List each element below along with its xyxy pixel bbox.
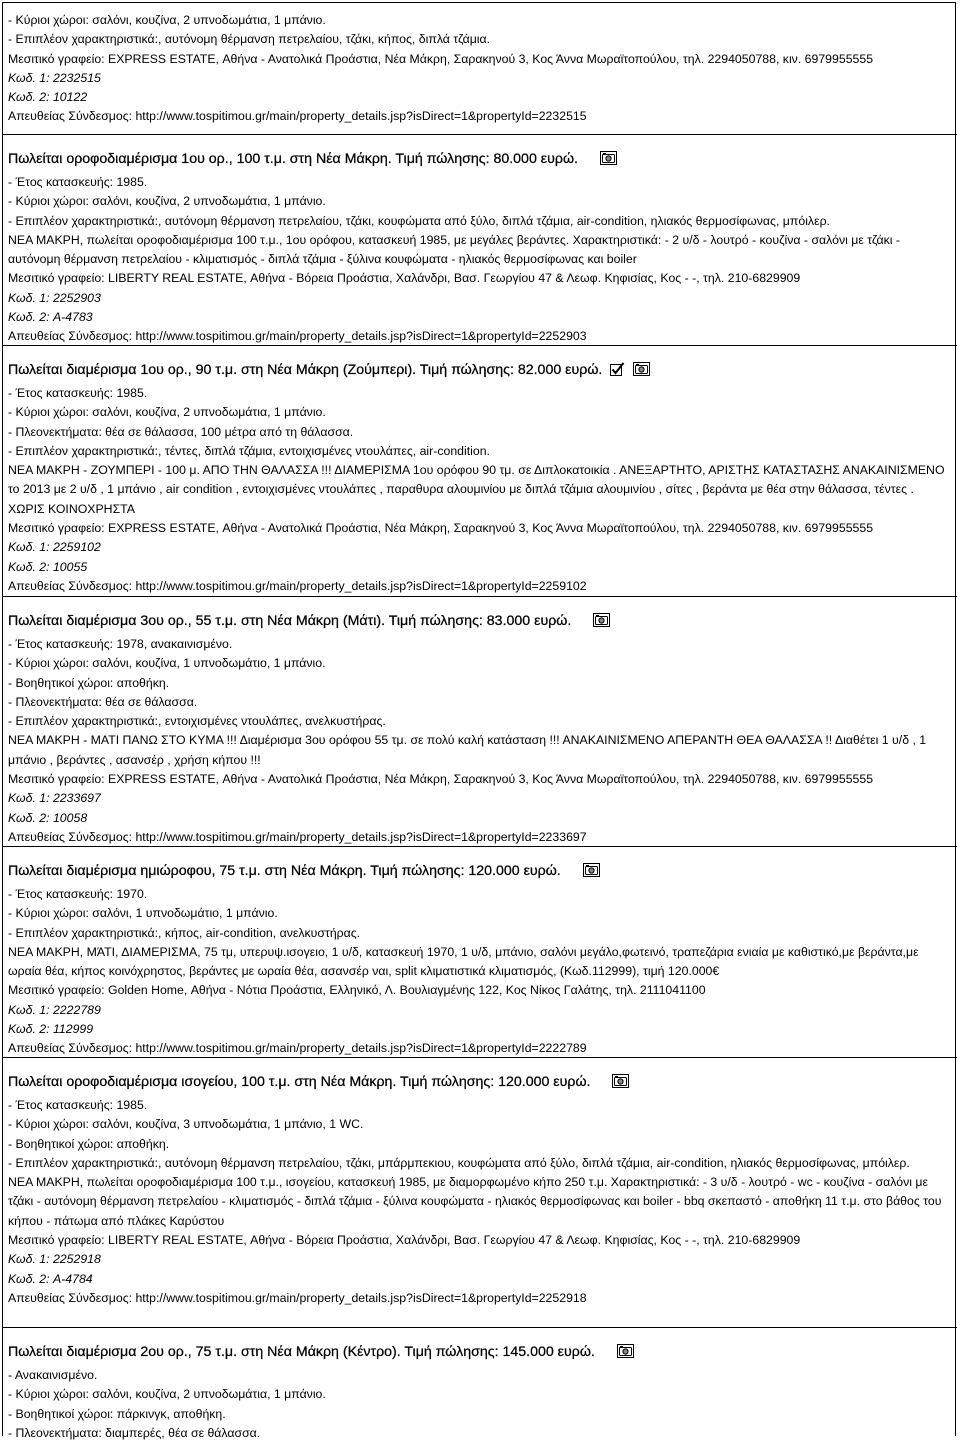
listing-title-text: Πωλείται διαμέρισμα 1ου ορ., 90 τ.μ. στη Νέα Μάκρη (Ζούμπερι). Τιμή πώλησης: 82.000 ευρώ. bbox=[8, 362, 603, 378]
listing-code-2: Κωδ. 2: A-4783 bbox=[8, 310, 93, 325]
camera-icon[interactable] bbox=[583, 863, 600, 884]
listing-main-rooms: - Κύριοι χώροι: σαλόνι, κουζίνα, 3 υπνοδωμάτια, 1 μπάνιο, 1 WC. bbox=[8, 1117, 364, 1132]
listing-auxiliary-rooms: - Βοηθητικοί χώροι: αποθήκη. bbox=[8, 675, 170, 690]
listing-main-rooms: - Κύριοι χώροι: σαλόνι, κουζίνα, 2 υπνοδωμάτια, 1 μπάνιο. bbox=[8, 194, 326, 209]
listing-year: - Έτος κατασκευής: 1978, ανακαινισμένο. bbox=[8, 637, 233, 651]
listing-main-rooms: - Κύριοι χώροι: σαλόνι, κουζίνα, 2 υπνοδωμάτια, 1 μπάνιο. bbox=[8, 1387, 326, 1402]
listing-code-1: Κωδ. 1: 2252903 bbox=[8, 290, 101, 305]
listing-block bbox=[3, 596, 957, 847]
listing-description: ΝΕΑ ΜΑΚΡΗ - ΜΑΤΙ ΠΑΝΩ ΣΤΟ ΚΥΜΑ !!! Διαμέρισμα 3ου ορόφου 55 τμ. σε πολύ καλή κατάσταση !!! ΑΝΑΚΑΙΝΙΣΜΕΝΟ ΑΠΕΡΑΝΤΗ ΘΕΑ ΘΑΛΑΣΣΑ !! Διαθέτει 1 υ/δ , 1 μπάνιο , βεράντες , ασανσέρ , χρήση κήπου !!! bbox=[8, 733, 927, 767]
listing-code-2: Κωδ. 2: 112999 bbox=[8, 1022, 94, 1037]
listing-title-text: Πωλείται διαμέρισμα 3ου ορ., 55 τ.μ. στη Νέα Μάκρη (Μάτι). Τιμή πώλησης: 83.000 ευρώ. bbox=[8, 613, 572, 629]
listing-direct-link[interactable]: Απευθείας Σύνδεσμος: http://www.tospitimou.gr/main/property_details.jsp?isDirect=1&propertyId=2252918 bbox=[8, 1290, 587, 1305]
camera-icon[interactable] bbox=[633, 362, 650, 383]
listing-code-1: Κωδ. 1: 2232515 bbox=[8, 70, 101, 85]
listing-main-rooms: - Κύριοι χώροι: σαλόνι, κουζίνα, 2 υπνοδωμάτια, 1 μπάνιο. bbox=[8, 13, 326, 27]
listing-description: ΝΕΑ ΜΑΚΡΗ, πωλείται οροφοδιαμέρισμα 100 τ.μ., 1ου ορόφου, κατασκευή 1985, με μεγάλες βεράντες. Χαρακτηριστικά: - 2 υ/δ - λουτρό - κουζίνα - σαλόνι με τζάκι - αυτόνομη θέρμανση πετρελαίου - κλιματισμός - διπλά τζάμια - ξύλινα κουφώματα - ηλιακός θερμοσίφωνας και boiler bbox=[8, 232, 901, 267]
listing-title-text: Πωλείται διαμέρισμα ημιώροφου, 75 τ.μ. στη Νέα Μάκρη. Τιμή πώλησης: 120.000 ευρώ. bbox=[8, 863, 561, 879]
listing-direct-link[interactable]: Απευθείας Σύνδεσμος: http://www.tospitimou.gr/main/property_details.jsp?isDirect=1&propertyId=2252903 bbox=[8, 329, 587, 344]
listing-code-1: Κωδ. 1: 2222789 bbox=[8, 1002, 101, 1017]
listing-title bbox=[8, 1072, 951, 1095]
listing-agency: Μεσιτικό γραφείο: LIBERTY REAL ESTATE, Αθήνα - Βόρεια Προάστια, Χαλάνδρι, Βασ. Γεωργίου 47 & Λεωφ. Κηφισίας, Κος - -, τηλ. 210-6829909 bbox=[8, 1233, 801, 1248]
listing-code-2: Κωδ. 2: A-4784 bbox=[8, 1271, 93, 1286]
listing-code-1: Κωδ. 1: 2233697 bbox=[8, 791, 101, 806]
listing-code-2: Κωδ. 2: 10122 bbox=[8, 90, 88, 105]
listing-description: ΝΕΑ ΜΑΚΡΗ, ΜΆΤΙ, ΔΙΑΜΕΡΙΣΜΑ, 75 τμ, υπερυψ.ισογειο, 1 υ/δ, κατασκευή 1970, 1 υ/δ, μπάνιο, σαλόνι μεγάλο,φωτεινό, τραπεζάρια ενιαία με καθιστικό,με βεράντα,με ωραία θέα, κήπος κοινόχρηστος, βεράντες με ωραία θέα, ασανσέρ ναι, split κλιματιστικά κλιματισμός, (Κωδ.112999), τιμή 120.000€ bbox=[8, 944, 919, 979]
listing-direct-link[interactable]: Απευθείας Σύνδεσμος: http://www.tospitimou.gr/main/property_details.jsp?isDirect=1&propertyId=2232515 bbox=[8, 109, 587, 124]
listing-title bbox=[8, 1342, 951, 1365]
listing-year: - Έτος κατασκευής: 1985. bbox=[8, 386, 148, 400]
listing-year: - Έτος κατασκευής: 1985. bbox=[8, 175, 148, 189]
listing-renovated: - Ανακαινισμένο. bbox=[8, 1368, 98, 1382]
listing-extra-features: - Επιπλέον χαρακτηριστικά:, αυτόνομη θέρμανση πετρελαίου, τζάκι, κήπος, διπλά τζάμια. bbox=[8, 32, 491, 47]
listing-agency: Μεσιτικό γραφείο: EXPRESS ESTATE, Αθήνα - Ανατολικά Προάστια, Νέα Μάκρη, Σαρακηνού 3, Κος Άννα Μωραϊτοπούλου, τηλ. 2294050788, κιν. 6979955555 bbox=[8, 772, 874, 787]
listing-extra-features: - Επιπλέον χαρακτηριστικά:, κήπος, air-condition, ανελκυστήρας. bbox=[8, 925, 361, 940]
listing-title-text: Πωλείται οροφοδιαμέρισμα ισογείου, 100 τ.μ. στη Νέα Μάκρη. Τιμή πώλησης: 120.000 ευρώ. bbox=[8, 1074, 591, 1090]
listing-block bbox=[3, 1327, 957, 1443]
listing-title bbox=[8, 611, 951, 634]
listing-agency: Μεσιτικό γραφείο: EXPRESS ESTATE, Αθήνα - Ανατολικά Προάστια, Νέα Μάκρη, Σαρακηνού 3, Κος Άννα Μωραϊτοπούλου, τηλ. 2294050788, κιν. 6979955555 bbox=[8, 51, 874, 66]
listing-title bbox=[8, 360, 951, 383]
listing-main-rooms: - Κύριοι χώροι: σαλόνι, 1 υπνοδωμάτιο, 1 μπάνιο. bbox=[8, 906, 278, 921]
listing-description: ΝΕΑ ΜΑΚΡΗ, πωλείται οροφοδιαμέρισμα 100 τ.μ., ισογείου, κατασκευή 1985, με διαμορφωμένο κήπο 250 τ.μ. Χαρακτηριστικά: - 3 υ/δ - λουτρό - wc - κουζίνα - σαλόνι με τζάκι - αυτόνομη θέρμανση πετρελαίου - κλιματισμός - διπλά τζάμια - ξύλινα κουφώματα - ηλιακός θερμοσίφωνας και boiler - bbq σκεπαστό - αποθήκη 11 τ.μ. στο βάθος του κήπου - πάτωμα από πλάκες Καρύστου bbox=[8, 1175, 942, 1228]
listing-direct-link[interactable]: Απευθείας Σύνδεσμος: http://www.tospitimou.gr/main/property_details.jsp?isDirect=1&propertyId=2222789 bbox=[8, 1041, 587, 1056]
listing-extra-features: - Επιπλέον χαρακτηριστικά:, αυτόνομη θέρμανση πετρελαίου, τζάκι, κουφώματα από ξύλο, διπλά τζάμια, air-condition, ηλιακός θερμοσίφωνας, μπόιλερ. bbox=[8, 213, 830, 228]
listing-agency: Μεσιτικό γραφείο: EXPRESS ESTATE, Αθήνα - Ανατολικά Προάστια, Νέα Μάκρη, Σαρακηνού 3, Κος Άννα Μωραϊτοπούλου, τηλ. 2294050788, κιν. 6979955555 bbox=[8, 521, 874, 536]
listing-code-1: Κωδ. 1: 2252918 bbox=[8, 1252, 101, 1267]
listing-title bbox=[8, 149, 951, 172]
listing-extra-features: - Επιπλέον χαρακτηριστικά:, αυτόνομη θέρμανση πετρελαίου, τζάκι, μπάρμπεκιου, κουφώματα από ξύλο, διπλά τζάμια, air-condition, ηλιακός θερμοσίφωνας, μπόιλερ. bbox=[8, 1155, 910, 1170]
listing-auxiliary-rooms: - Βοηθητικοί χώροι: αποθήκη. bbox=[8, 1136, 170, 1151]
listings-page bbox=[2, 2, 956, 1440]
listing-block bbox=[3, 134, 957, 347]
camera-icon[interactable] bbox=[600, 151, 617, 172]
listing-block bbox=[3, 11, 957, 127]
listing-extra-features: - Επιπλέον χαρακτηριστικά:, τέντες, διπλά τζάμια, εντοιχισμένες ντουλάπες, air-condition. bbox=[8, 443, 490, 458]
listing-advantages: - Πλεονεκτήματα: θέα σε θάλασσα, 100 μέτρα από τη θάλασσα. bbox=[8, 424, 354, 439]
listing-code-1: Κωδ. 1: 2259102 bbox=[8, 540, 101, 555]
listing-advantages: - Πλεονεκτήματα: θέα σε θάλασσα. bbox=[8, 694, 198, 709]
listing-block bbox=[3, 846, 957, 1059]
listing-advantages: - Πλεονεκτήματα: διαμπερές, θέα σε θάλασσα. bbox=[8, 1425, 261, 1440]
listing-title-text: Πωλείται οροφοδιαμέρισμα 1ου ορ., 100 τ.μ. στη Νέα Μάκρη. Τιμή πώλησης: 80.000 ευρώ. bbox=[8, 151, 578, 167]
listing-title bbox=[8, 861, 951, 884]
checkbox-checked-icon[interactable] bbox=[610, 362, 625, 383]
listing-year: - Έτος κατασκευής: 1985. bbox=[8, 1098, 148, 1112]
camera-icon[interactable] bbox=[617, 1344, 634, 1365]
listing-title-text: Πωλείται διαμέρισμα 2ου ορ., 75 τ.μ. στη Νέα Μάκρη (Κέντρο). Τιμή πώλησης: 145.000 ευρώ. bbox=[8, 1344, 595, 1360]
camera-icon[interactable] bbox=[612, 1074, 629, 1095]
listing-auxiliary-rooms: - Βοηθητικοί χώροι: πάρκινγκ, αποθήκη. bbox=[8, 1406, 226, 1421]
listing-block bbox=[3, 345, 957, 596]
listing-direct-link[interactable]: Απευθείας Σύνδεσμος: http://www.tospitimou.gr/main/property_details.jsp?isDirect=1&propertyId=2233697 bbox=[8, 829, 587, 844]
listing-agency: Μεσιτικό γραφείο: LIBERTY REAL ESTATE, Αθήνα - Βόρεια Προάστια, Χαλάνδρι, Βασ. Γεωργίου 47 & Λεωφ. Κηφισίας, Κος - -, τηλ. 210-6829909 bbox=[8, 271, 801, 286]
listing-description: ΝΕΑ ΜΑΚΡΗ - ΖΟΥΜΠΕΡΙ - 100 μ. ΑΠΟ ΤΗΝ ΘΑΛΑΣΣΑ !!! ΔΙΑΜΕΡΙΣΜΑ 1ου ορόφου 90 τμ. σε Διπλοκατοικία . ΑΝΕΞΑΡΤΗΤΟ, ΑΡΙΣΤΗΣ ΚΑΤΑΣΤΑΣΗΣ ΑΝΑΚΑΙΝΙΣΜΕΝΟ το 2013 με 2 υ/δ , 1 μπάνιο , air condition , εντοιχισμένες ντουλάπες , παραθυρα αλουμινίου με διπλά τζάμια αλουμινίου , σίτες , βεράντα με θέα στην θάλασσα, τέντες . ΧΩΡΙΣ ΚΟΙΝΟΧΡΗΣΤΑ bbox=[8, 463, 945, 516]
listing-direct-link[interactable]: Απευθείας Σύνδεσμος: http://www.tospitimou.gr/main/property_details.jsp?isDirect=1&propertyId=2259102 bbox=[8, 578, 587, 593]
listing-year: - Έτος κατασκευής: 1970. bbox=[8, 887, 148, 901]
listing-extra-features: - Επιπλέον χαρακτηριστικά:, εντοιχισμένες ντουλάπες, ανελκυστήρας. bbox=[8, 714, 386, 729]
listing-code-2: Κωδ. 2: 10058 bbox=[8, 810, 88, 825]
camera-icon[interactable] bbox=[593, 613, 610, 634]
listing-block bbox=[3, 1057, 957, 1308]
listing-main-rooms: - Κύριοι χώροι: σαλόνι, κουζίνα, 2 υπνοδωμάτια, 1 μπάνιο. bbox=[8, 405, 326, 420]
listing-code-2: Κωδ. 2: 10055 bbox=[8, 559, 88, 574]
listing-main-rooms: - Κύριοι χώροι: σαλόνι, κουζίνα, 1 υπνοδωμάτιο, 1 μπάνιο. bbox=[8, 656, 326, 671]
listing-agency: Μεσιτικό γραφείο: Golden Home, Αθήνα - Νότια Προάστια, Ελληνικό, Λ. Βουλιαγμένης 122, Κος Νίκος Γαλάτης, τηλ. 2111041100 bbox=[8, 983, 706, 998]
